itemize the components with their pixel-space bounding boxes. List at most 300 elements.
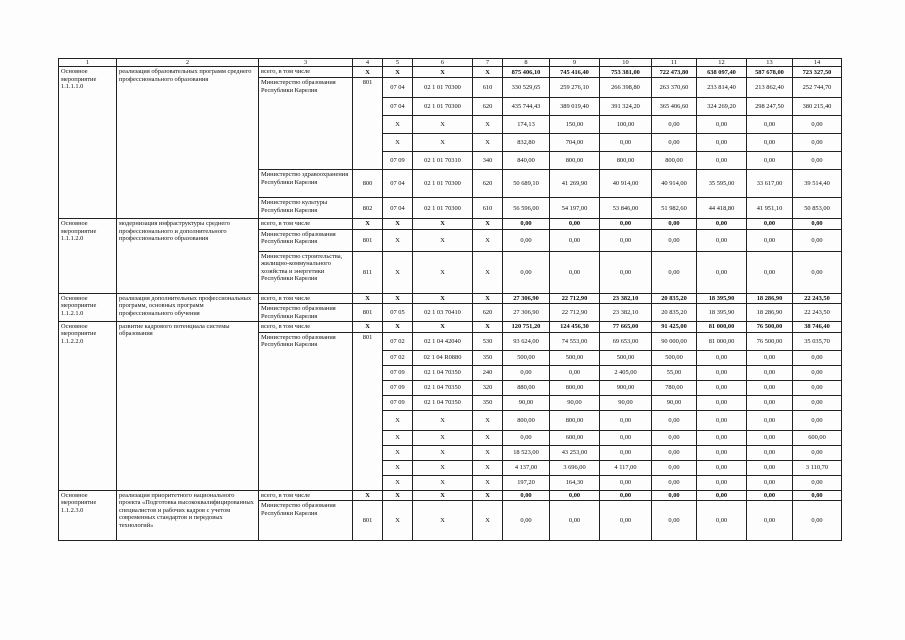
executor-cell: Министерство образования Республики Карелия [259, 78, 353, 170]
amount-cell: 500,00 [550, 351, 600, 366]
amount-cell: 0,00 [503, 219, 550, 229]
code-cell: 802 [353, 198, 383, 219]
amount-cell: 800,00 [550, 152, 600, 170]
amount-cell: 4 117,00 [600, 461, 652, 476]
code-cell: 811 [353, 251, 383, 293]
amount-cell: 35 035,70 [793, 333, 842, 351]
event-name-cell: развитие кадрового потенциала системы образования [117, 322, 259, 491]
amount-cell: 389 019,40 [550, 98, 600, 116]
code-cell: X [473, 219, 503, 229]
code-cell: X [383, 446, 413, 461]
amount-cell: 880,00 [503, 381, 550, 396]
amount-cell: 263 370,60 [652, 78, 697, 98]
amount-cell: 0,00 [503, 431, 550, 446]
amount-cell: 0,00 [550, 229, 600, 251]
code-cell: X [473, 431, 503, 446]
amount-cell: 875 406,10 [503, 67, 550, 78]
amount-cell: 0,00 [652, 219, 697, 229]
code-cell: X [383, 293, 413, 303]
code-cell: X [383, 411, 413, 431]
amount-cell: 76 500,00 [747, 322, 793, 333]
amount-cell: 18 395,90 [697, 304, 747, 322]
amount-cell: 3 696,00 [550, 461, 600, 476]
amount-cell: 0,00 [697, 134, 747, 152]
header-cell: 6 [413, 59, 473, 67]
code-cell: X [473, 134, 503, 152]
code-cell: 07 09 [383, 366, 413, 381]
amount-cell: 233 814,40 [697, 78, 747, 98]
amount-cell: 900,00 [600, 381, 652, 396]
code-cell: 801 [353, 229, 383, 251]
code-cell: X [413, 322, 473, 333]
amount-cell: 0,00 [503, 366, 550, 381]
amount-cell: 0,00 [503, 229, 550, 251]
amount-cell: 0,00 [747, 251, 793, 293]
code-cell: 350 [473, 351, 503, 366]
amount-cell: 18 395,90 [697, 293, 747, 303]
event-name-cell: модернизация инфраструктуры среднего профессионального и дополнительного профессионального образования [117, 219, 259, 293]
amount-cell: 38 746,40 [793, 322, 842, 333]
header-cell: 7 [473, 59, 503, 67]
code-cell: X [413, 446, 473, 461]
amount-cell: 90 000,00 [652, 333, 697, 351]
code-cell: X [353, 491, 383, 501]
amount-cell: 252 744,70 [793, 78, 842, 98]
amount-cell: 0,00 [697, 476, 747, 491]
code-cell: 02 1 04 70350 [413, 366, 473, 381]
amount-cell: 0,00 [697, 219, 747, 229]
code-cell: 620 [473, 304, 503, 322]
amount-cell: 0,00 [747, 396, 793, 411]
code-cell: X [353, 219, 383, 229]
amount-cell: 0,00 [600, 501, 652, 541]
code-cell: 07 09 [383, 381, 413, 396]
code-cell: X [383, 67, 413, 78]
amount-cell: 0,00 [747, 152, 793, 170]
amount-cell: 40 914,00 [652, 170, 697, 198]
code-cell: 07 02 [383, 333, 413, 351]
amount-cell: 0,00 [697, 366, 747, 381]
amount-cell: 0,00 [652, 251, 697, 293]
code-cell: X [413, 411, 473, 431]
executor-cell: Министерство образования Республики Карелия [259, 333, 353, 491]
code-cell: X [473, 322, 503, 333]
amount-cell: 0,00 [503, 501, 550, 541]
amount-cell: 0,00 [793, 351, 842, 366]
event-label-cell: Основное мероприятие 1.1.2.2.0 [59, 322, 117, 491]
amount-cell: 745 416,40 [550, 67, 600, 78]
code-cell: X [473, 116, 503, 134]
amount-cell: 164,30 [550, 476, 600, 491]
amount-cell: 0,00 [747, 366, 793, 381]
code-cell: X [353, 322, 383, 333]
executor-cell: Министерство образования Республики Карелия [259, 501, 353, 541]
amount-cell: 4 137,00 [503, 461, 550, 476]
amount-cell: 587 678,00 [747, 67, 793, 78]
code-cell: 07 04 [383, 98, 413, 116]
code-cell: X [383, 116, 413, 134]
amount-cell: 0,00 [747, 476, 793, 491]
code-cell: X [473, 411, 503, 431]
code-cell: 02 1 01 70300 [413, 98, 473, 116]
code-cell: 610 [473, 78, 503, 98]
amount-cell: 27 306,90 [503, 293, 550, 303]
amount-cell: 18 286,90 [747, 304, 793, 322]
header-cell: 9 [550, 59, 600, 67]
amount-cell: 723 327,50 [793, 67, 842, 78]
amount-cell: 74 553,00 [550, 333, 600, 351]
amount-cell: 0,00 [600, 476, 652, 491]
budget-table [58, 58, 842, 541]
amount-cell: 44 418,80 [697, 198, 747, 219]
amount-cell: 840,00 [503, 152, 550, 170]
amount-cell: 120 751,20 [503, 322, 550, 333]
event-name-cell: реализация дополнительных профессиональных программ, основных программ профессионального обучения [117, 293, 259, 321]
executor-cell: всего, в том числе [259, 491, 353, 501]
code-cell: 801 [353, 304, 383, 322]
code-cell: X [413, 67, 473, 78]
code-cell: X [473, 251, 503, 293]
amount-cell: 0,00 [600, 219, 652, 229]
code-cell: 02 1 01 70300 [413, 170, 473, 198]
code-cell: X [473, 293, 503, 303]
amount-cell: 0,00 [652, 411, 697, 431]
amount-cell: 0,00 [652, 491, 697, 501]
amount-cell: 0,00 [600, 491, 652, 501]
amount-cell: 0,00 [793, 381, 842, 396]
executor-cell: всего, в том числе [259, 322, 353, 333]
amount-cell: 259 276,10 [550, 78, 600, 98]
amount-cell: 0,00 [747, 411, 793, 431]
code-cell: X [413, 501, 473, 541]
amount-cell: 500,00 [600, 351, 652, 366]
amount-cell: 93 624,00 [503, 333, 550, 351]
code-cell: X [413, 229, 473, 251]
amount-cell: 800,00 [600, 152, 652, 170]
amount-cell: 0,00 [697, 491, 747, 501]
header-cell: 13 [747, 59, 793, 67]
code-cell: 02 1 01 70310 [413, 152, 473, 170]
amount-cell: 0,00 [600, 229, 652, 251]
amount-cell: 0,00 [747, 461, 793, 476]
code-cell: 07 09 [383, 152, 413, 170]
amount-cell: 0,00 [793, 251, 842, 293]
amount-cell: 365 406,60 [652, 98, 697, 116]
amount-cell: 0,00 [652, 431, 697, 446]
amount-cell: 0,00 [652, 501, 697, 541]
amount-cell: 55,00 [652, 366, 697, 381]
amount-cell: 213 862,40 [747, 78, 793, 98]
amount-cell: 124 456,30 [550, 322, 600, 333]
amount-cell: 27 306,90 [503, 304, 550, 322]
total-row [59, 491, 842, 501]
amount-cell: 0,00 [793, 134, 842, 152]
amount-cell: 0,00 [600, 446, 652, 461]
code-cell: X [473, 476, 503, 491]
header-cell: 2 [117, 59, 259, 67]
amount-cell: 3 110,70 [793, 461, 842, 476]
amount-cell: 0,00 [697, 501, 747, 541]
header-cell: 1 [59, 59, 117, 67]
amount-cell: 90,00 [652, 396, 697, 411]
amount-cell: 0,00 [600, 431, 652, 446]
amount-cell: 0,00 [793, 396, 842, 411]
code-cell: X [383, 322, 413, 333]
code-cell: X [383, 251, 413, 293]
code-cell: X [473, 501, 503, 541]
amount-cell: 0,00 [697, 461, 747, 476]
amount-cell: 0,00 [697, 152, 747, 170]
amount-cell: 91 425,00 [652, 322, 697, 333]
amount-cell: 35 595,00 [697, 170, 747, 198]
amount-cell: 832,80 [503, 134, 550, 152]
amount-cell: 800,00 [503, 411, 550, 431]
amount-cell: 0,00 [697, 411, 747, 431]
amount-cell: 0,00 [793, 116, 842, 134]
code-cell: 620 [473, 98, 503, 116]
amount-cell: 800,00 [550, 381, 600, 396]
code-cell: 02 1 04 70350 [413, 381, 473, 396]
code-cell: 801 [353, 501, 383, 541]
code-cell: 02 1 04 42040 [413, 333, 473, 351]
amount-cell: 69 653,00 [600, 333, 652, 351]
amount-cell: 0,00 [793, 366, 842, 381]
amount-cell: 100,00 [600, 116, 652, 134]
code-cell: 02 1 04 70350 [413, 396, 473, 411]
amount-cell: 20 835,20 [652, 304, 697, 322]
amount-cell: 0,00 [793, 491, 842, 501]
amount-cell: 150,00 [550, 116, 600, 134]
amount-cell: 380 215,40 [793, 98, 842, 116]
amount-cell: 0,00 [793, 411, 842, 431]
amount-cell: 500,00 [503, 351, 550, 366]
grbs-cell: 801 [353, 333, 383, 491]
amount-cell: 0,00 [697, 446, 747, 461]
amount-cell: 298 247,50 [747, 98, 793, 116]
amount-cell: 0,00 [600, 411, 652, 431]
executor-cell: всего, в том числе [259, 293, 353, 303]
code-cell: 320 [473, 381, 503, 396]
amount-cell: 33 617,00 [747, 170, 793, 198]
amount-cell: 18 523,00 [503, 446, 550, 461]
amount-cell: 0,00 [747, 134, 793, 152]
amount-cell: 43 253,00 [550, 446, 600, 461]
amount-cell: 81 000,00 [697, 333, 747, 351]
code-cell: X [413, 491, 473, 501]
amount-cell: 0,00 [747, 219, 793, 229]
amount-cell: 0,00 [503, 491, 550, 501]
code-cell: X [383, 491, 413, 501]
executor-cell: всего, в том числе [259, 219, 353, 229]
amount-cell: 0,00 [697, 251, 747, 293]
code-cell: 07 02 [383, 351, 413, 366]
amount-cell: 174,13 [503, 116, 550, 134]
code-cell: X [473, 461, 503, 476]
code-cell: 02 1 01 70300 [413, 78, 473, 98]
code-cell: X [473, 67, 503, 78]
amount-cell: 0,00 [793, 446, 842, 461]
code-cell: 07 04 [383, 78, 413, 98]
code-cell: 610 [473, 198, 503, 219]
amount-cell: 22 712,90 [550, 304, 600, 322]
amount-cell: 0,00 [550, 251, 600, 293]
amount-cell: 0,00 [793, 219, 842, 229]
executor-cell: всего, в том числе [259, 67, 353, 78]
event-label-cell: Основное мероприятие 1.1.2.3.0 [59, 491, 117, 541]
code-cell: X [383, 461, 413, 476]
code-cell: 02 1 03 70410 [413, 304, 473, 322]
amount-cell: 391 324,20 [600, 98, 652, 116]
amount-cell: 0,00 [652, 116, 697, 134]
amount-cell: 18 286,90 [747, 293, 793, 303]
amount-cell: 23 382,10 [600, 293, 652, 303]
amount-cell: 22 712,90 [550, 293, 600, 303]
total-row [59, 293, 842, 303]
code-cell: 02 1 04 R0880 [413, 351, 473, 366]
code-cell: X [473, 491, 503, 501]
event-label-cell: Основное мероприятие 1.1.2.1.0 [59, 293, 117, 321]
amount-cell: 0,00 [550, 491, 600, 501]
amount-cell: 500,00 [652, 351, 697, 366]
amount-cell: 22 243,50 [793, 293, 842, 303]
amount-cell: 0,00 [697, 116, 747, 134]
amount-cell: 0,00 [697, 396, 747, 411]
amount-cell: 800,00 [550, 411, 600, 431]
amount-cell: 2 405,00 [600, 366, 652, 381]
code-cell: X [353, 67, 383, 78]
code-cell: X [413, 219, 473, 229]
amount-cell: 90,00 [503, 396, 550, 411]
amount-cell: 53 846,00 [600, 198, 652, 219]
amount-cell: 0,00 [550, 219, 600, 229]
amount-cell: 435 744,43 [503, 98, 550, 116]
amount-cell: 50 689,10 [503, 170, 550, 198]
amount-cell: 0,00 [697, 431, 747, 446]
amount-cell: 50 853,00 [793, 198, 842, 219]
amount-cell: 20 835,20 [652, 293, 697, 303]
amount-cell: 0,00 [652, 134, 697, 152]
amount-cell: 800,00 [652, 152, 697, 170]
amount-cell: 324 269,20 [697, 98, 747, 116]
code-cell: X [413, 251, 473, 293]
amount-cell: 81 000,00 [697, 322, 747, 333]
amount-cell: 600,00 [550, 431, 600, 446]
amount-cell: 0,00 [652, 229, 697, 251]
code-cell: X [383, 501, 413, 541]
executor-cell: Министерство культуры Республики Карелия [259, 198, 353, 219]
amount-cell: 0,00 [503, 251, 550, 293]
code-cell: X [473, 229, 503, 251]
code-cell: 02 1 01 70300 [413, 198, 473, 219]
amount-cell: 90,00 [600, 396, 652, 411]
amount-cell: 0,00 [550, 501, 600, 541]
amount-cell: 23 382,10 [600, 304, 652, 322]
amount-cell: 41 269,90 [550, 170, 600, 198]
amount-cell: 704,00 [550, 134, 600, 152]
executor-cell: Министерство строительства, жилищно-коммунального хозяйства и энергетики Республики Карелия [259, 251, 353, 293]
amount-cell: 51 982,60 [652, 198, 697, 219]
amount-cell: 780,00 [652, 381, 697, 396]
amount-cell: 600,00 [793, 431, 842, 446]
amount-cell: 0,00 [747, 351, 793, 366]
header-cell: 11 [652, 59, 697, 67]
amount-cell: 0,00 [747, 116, 793, 134]
code-cell: 07 04 [383, 198, 413, 219]
amount-cell: 638 097,40 [697, 67, 747, 78]
amount-cell: 0,00 [600, 251, 652, 293]
amount-cell: 0,00 [652, 461, 697, 476]
amount-cell: 0,00 [652, 446, 697, 461]
amount-cell: 90,00 [550, 396, 600, 411]
code-cell: X [353, 293, 383, 303]
amount-cell: 0,00 [747, 446, 793, 461]
code-cell: X [383, 431, 413, 446]
code-cell: 07 04 [383, 170, 413, 198]
total-row [59, 322, 842, 333]
total-row [59, 67, 842, 78]
amount-cell: 56 596,00 [503, 198, 550, 219]
code-cell: 530 [473, 333, 503, 351]
amount-cell: 0,00 [697, 229, 747, 251]
code-cell: X [383, 219, 413, 229]
header-cell: 14 [793, 59, 842, 67]
amount-cell: 41 951,10 [747, 198, 793, 219]
header-cell: 12 [697, 59, 747, 67]
amount-cell: 0,00 [747, 381, 793, 396]
amount-cell: 197,20 [503, 476, 550, 491]
amount-cell: 0,00 [793, 476, 842, 491]
amount-cell: 753 381,00 [600, 67, 652, 78]
code-cell: X [413, 134, 473, 152]
amount-cell: 0,00 [697, 351, 747, 366]
amount-cell: 22 243,50 [793, 304, 842, 322]
code-cell: X [383, 229, 413, 251]
amount-cell: 77 665,00 [600, 322, 652, 333]
header-cell: 10 [600, 59, 652, 67]
code-cell: 800 [353, 170, 383, 198]
amount-cell: 0,00 [747, 229, 793, 251]
amount-cell: 0,00 [652, 476, 697, 491]
header-cell: 4 [353, 59, 383, 67]
amount-cell: 0,00 [793, 229, 842, 251]
grbs-cell: 801 [353, 78, 383, 170]
executor-cell: Министерство здравоохранения Республики Карелия [259, 170, 353, 198]
amount-cell: 0,00 [747, 431, 793, 446]
code-cell: 07 09 [383, 396, 413, 411]
amount-cell: 0,00 [697, 381, 747, 396]
code-cell: X [413, 116, 473, 134]
amount-cell: 0,00 [793, 501, 842, 541]
code-cell: X [413, 431, 473, 446]
code-cell: 07 05 [383, 304, 413, 322]
header-cell: 8 [503, 59, 550, 67]
amount-cell: 39 514,40 [793, 170, 842, 198]
column-number-row [59, 59, 842, 67]
event-label-cell: Основное мероприятие 1.1.1.2.0 [59, 219, 117, 293]
amount-cell: 0,00 [793, 152, 842, 170]
executor-cell: Министерство образования Республики Карелия [259, 229, 353, 251]
code-cell: X [413, 293, 473, 303]
amount-cell: 0,00 [600, 134, 652, 152]
code-cell: X [413, 476, 473, 491]
code-cell: 340 [473, 152, 503, 170]
executor-cell: Министерство образования Республики Карелия [259, 304, 353, 322]
total-row [59, 219, 842, 229]
event-name-cell: реализация образовательных программ среднего профессионального образования [117, 67, 259, 219]
code-cell: X [383, 134, 413, 152]
code-cell: 240 [473, 366, 503, 381]
amount-cell: 54 197,00 [550, 198, 600, 219]
